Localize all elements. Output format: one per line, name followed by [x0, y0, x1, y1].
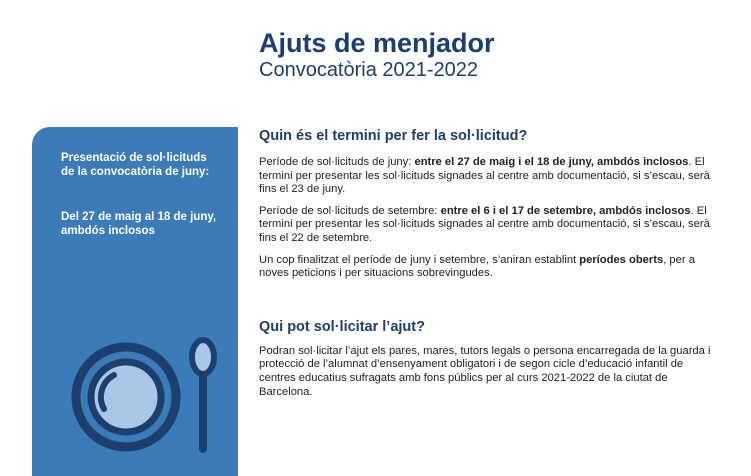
page-header — [259, 28, 719, 81]
paragraph-who-can-apply: Podran sol·licitar l’ajut els pares, mares, tutors legals o persona encarregada de la guarda i protecció de l’alumnat d’ensenyament obligatori i de segon cicle d’educació infantil de centres educatius sufragats amb fons públics per al curs 2021-2022 de la ciutat de Barcelona. — [259, 344, 711, 398]
section-title-who: Qui pot sol·licitar l’ajut? — [259, 318, 425, 335]
sidebar-panel — [32, 127, 238, 476]
paragraph-open-periods — [259, 254, 719, 281]
text: Període de sol·licituds de juny: — [259, 156, 415, 168]
text: . El termini per presentar les sol·licituds signades al centre amb documentació, si s’escau, serà fins el 22 de setembre. — [259, 204, 710, 244]
text: , per a noves peticions i per situacions sobrevingudes. — [259, 253, 695, 280]
text: . El termini per presentar les sol·licituds signades al centre amb documentació, si s’escau, serà fins el 23 de juny. — [259, 156, 710, 196]
main-content — [259, 127, 719, 399]
page-subtitle: Convocatòria 2021-2022 — [259, 59, 479, 81]
paragraph-september-period — [259, 205, 719, 246]
bold-text: entre el 27 de maig i el 18 de juny, ambdós inclosos — [414, 156, 689, 168]
sidebar-dates: Del 27 de maig al 18 de juny, ambdós inclosos — [61, 211, 217, 237]
bold-text: períodes oberts — [579, 253, 664, 266]
sidebar-heading: Presentació de sol·licituds de la convocatòria de juny: — [61, 152, 210, 178]
text: Un cop finalitzat el període de juny i setembre, s’aniran establint — [259, 253, 580, 266]
plate-and-spoon-icon — [70, 327, 222, 457]
bold-text: entre el 6 i el 17 de setembre, ambdós inclosos — [440, 204, 691, 217]
page-title: Ajuts de menjador — [259, 28, 495, 58]
section-title-deadline: Quin és el termini per fer la sol·licitud? — [259, 128, 528, 144]
text: Període de sol·licituds de setembre: — [259, 204, 441, 217]
paragraph-june-period — [259, 156, 719, 197]
